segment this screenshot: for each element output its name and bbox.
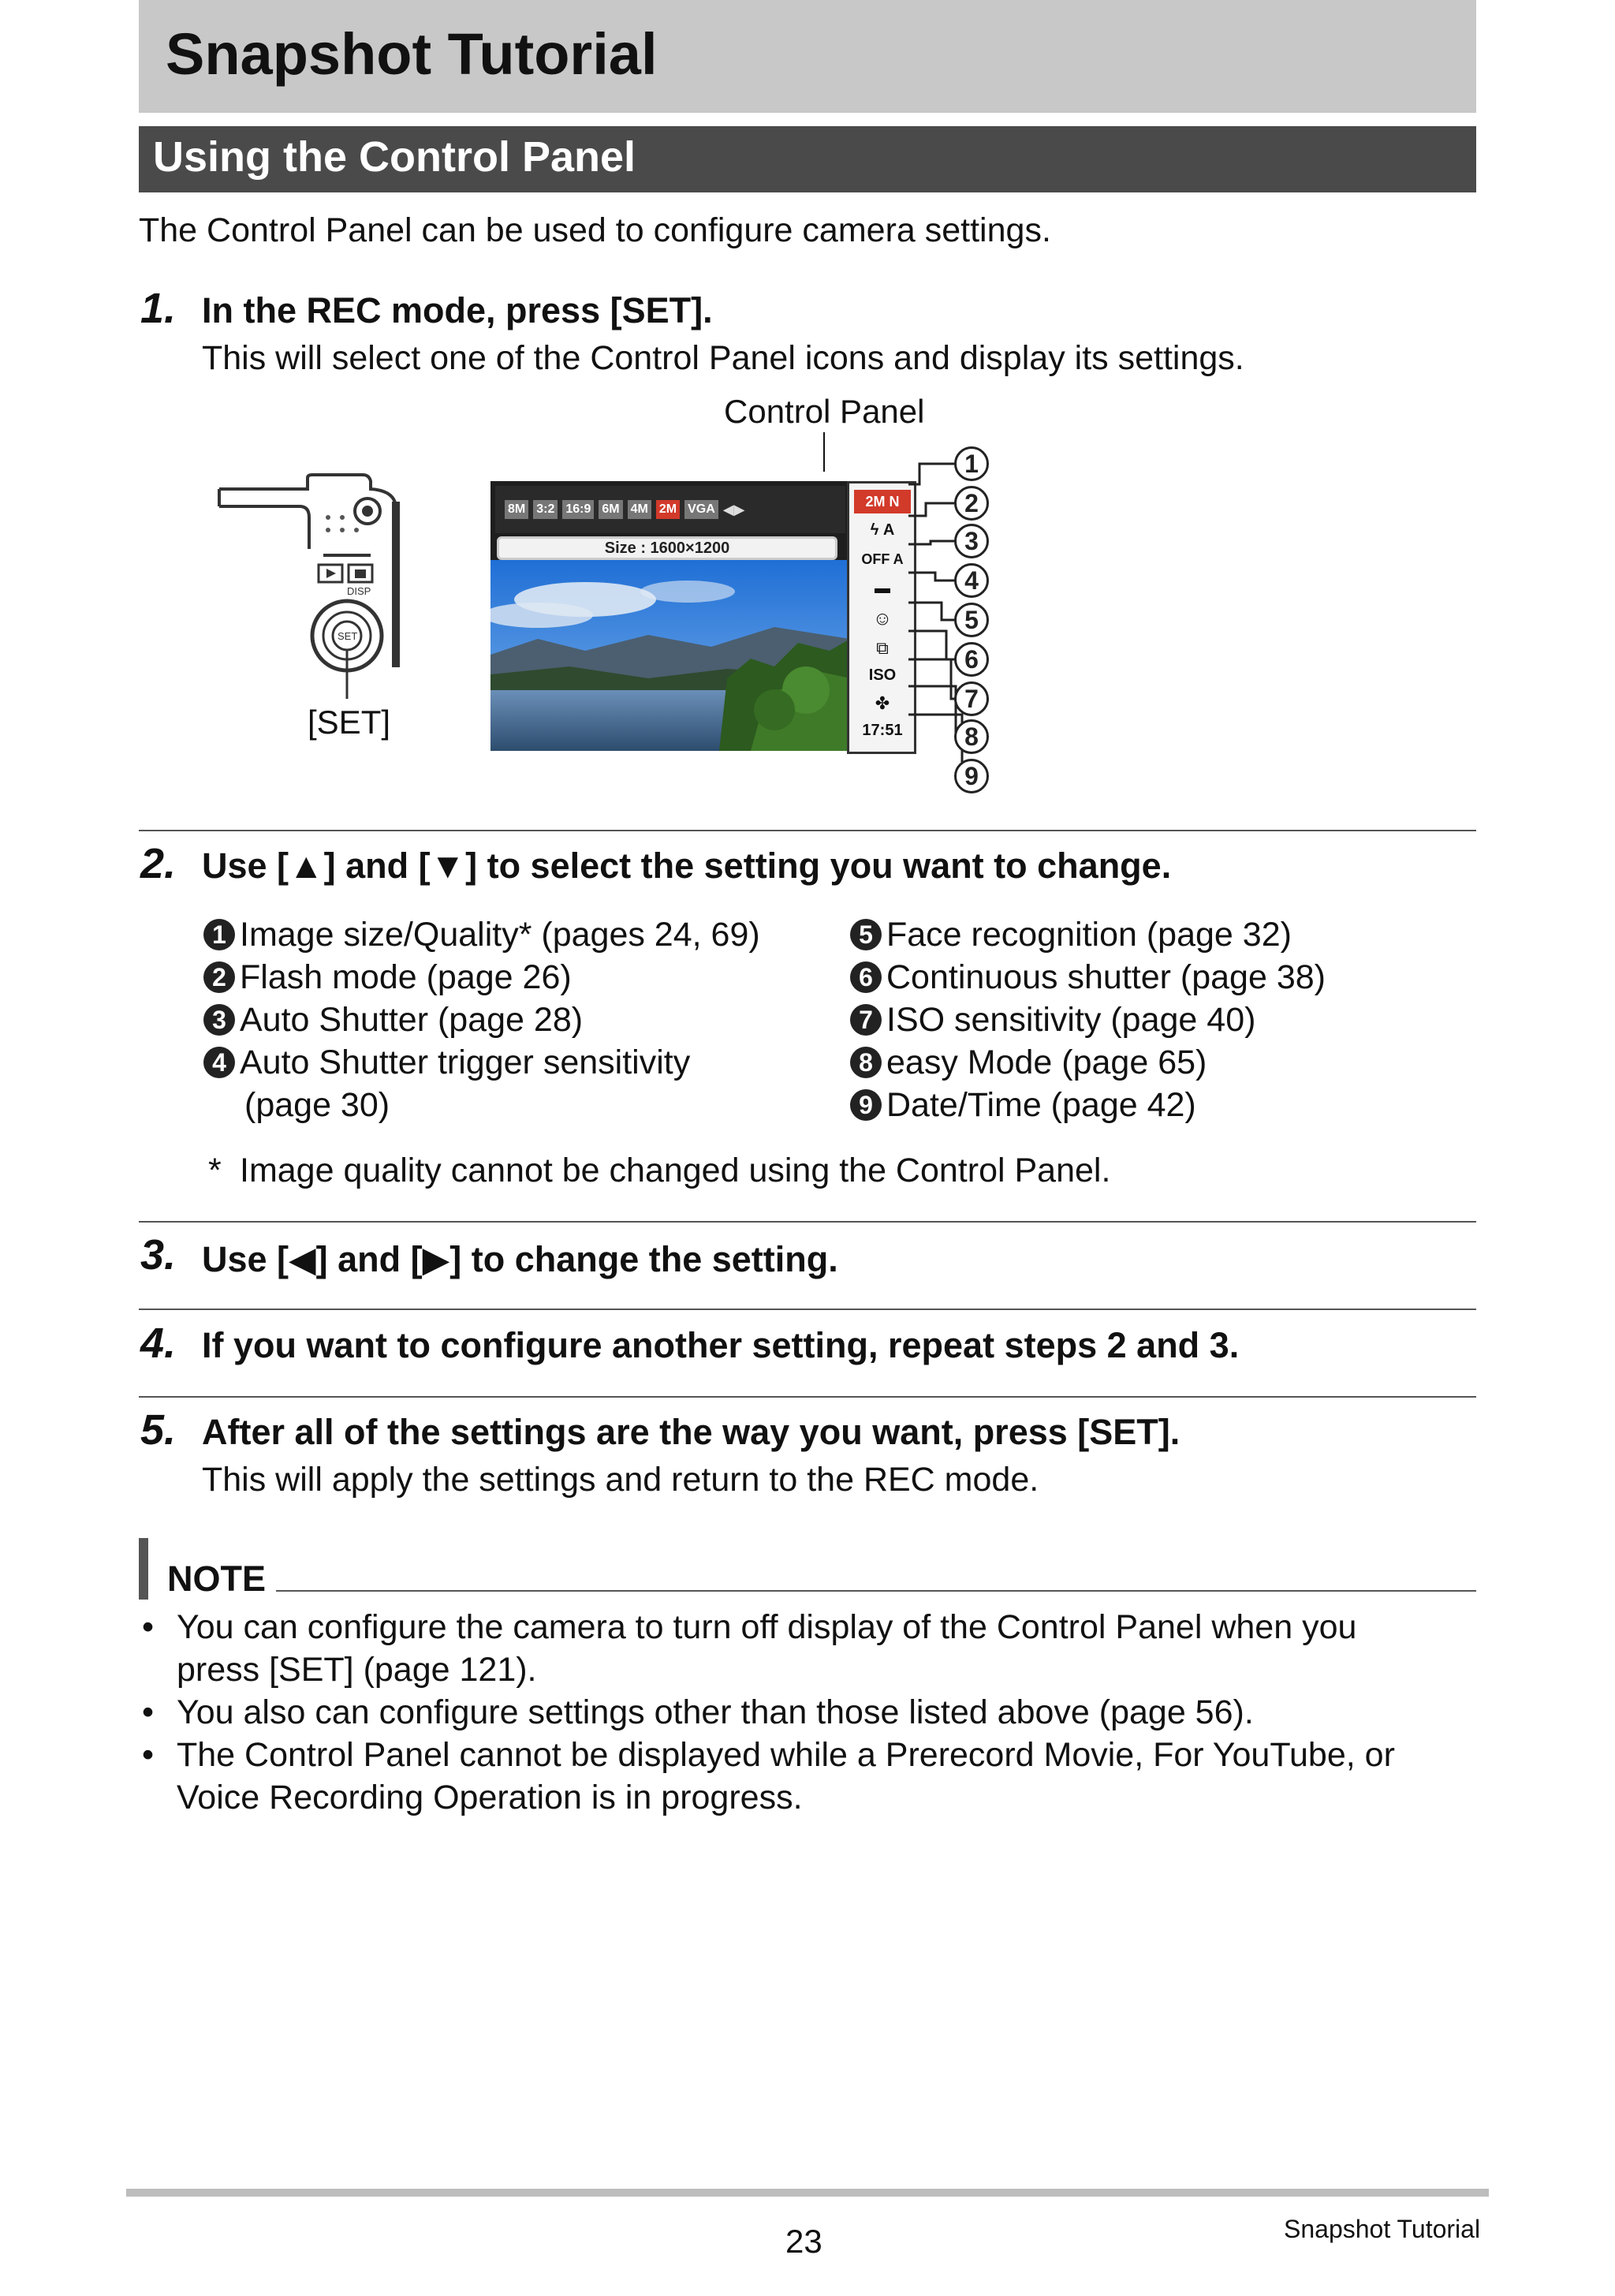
note-text: press [SET] (page 121). bbox=[177, 1651, 537, 1689]
set-button-caption: [SET] bbox=[308, 704, 391, 741]
list-item bbox=[203, 1041, 760, 1084]
number-badge: 2 bbox=[203, 961, 235, 993]
settings-list-right bbox=[850, 913, 1326, 1126]
note-text: You can configure the camera to turn off display of the Control Panel when you bbox=[177, 1608, 1357, 1646]
callout-7: 7 bbox=[954, 681, 989, 716]
list-item-text: Flash mode (page 26) bbox=[240, 958, 572, 996]
step-5-desc: This will apply the settings and return to the REC mode. bbox=[202, 1461, 1039, 1499]
bullet-icon: • bbox=[142, 1736, 155, 1774]
callout-9: 9 bbox=[954, 759, 989, 793]
note-text: Voice Recording Operation is in progress. bbox=[177, 1779, 803, 1816]
panel-icon-auto-shutter: OFF A bbox=[861, 551, 904, 567]
footer-section-label: Snapshot Tutorial bbox=[1284, 2215, 1481, 2243]
res-2m-selected: 2M bbox=[656, 500, 680, 519]
list-item-text: Continuous shutter (page 38) bbox=[886, 958, 1326, 996]
list-item-text: Date/Time (page 42) bbox=[886, 1085, 1196, 1124]
number-badge: 5 bbox=[850, 919, 882, 950]
panel-icon-easy-mode: ✤ bbox=[875, 693, 890, 713]
control-panel bbox=[847, 481, 916, 754]
list-item-text: ISO sensitivity (page 40) bbox=[886, 1000, 1256, 1039]
panel-icon-sensitivity: ▬ bbox=[875, 580, 890, 597]
step-3-number: 3. bbox=[140, 1231, 177, 1279]
number-badge: 6 bbox=[850, 961, 882, 993]
step-1-title: In the REC mode, press [SET]. bbox=[202, 290, 713, 330]
settings-list-left bbox=[203, 913, 760, 1126]
number-badge: 9 bbox=[850, 1089, 882, 1121]
set-button-label: SET bbox=[338, 630, 358, 642]
list-item bbox=[850, 1084, 1326, 1126]
list-item bbox=[850, 1041, 1326, 1084]
divider bbox=[139, 1221, 1476, 1223]
list-item bbox=[850, 956, 1326, 999]
list-item-text: Auto Shutter trigger sensitivity bbox=[240, 1043, 691, 1081]
divider bbox=[139, 1309, 1476, 1310]
step-3-title: Use [◀] and [▶] to change the setting. bbox=[202, 1239, 838, 1279]
panel-icon-iso: ISO bbox=[868, 666, 897, 684]
callout-1: 1 bbox=[954, 446, 989, 481]
number-badge: 7 bbox=[850, 1004, 882, 1036]
list-item bbox=[203, 956, 760, 999]
note-label: NOTE bbox=[167, 1559, 267, 1599]
step-2-title: Use [▲] and [▼] to select the setting you want to change. bbox=[202, 846, 1172, 886]
res-8m: 8M bbox=[505, 500, 528, 519]
res-3-2: 3:2 bbox=[533, 500, 558, 519]
panel-icon-flash: ϟ A bbox=[870, 521, 895, 539]
list-item bbox=[850, 999, 1326, 1041]
footnote-mark: * bbox=[208, 1152, 222, 1189]
step-1-desc: This will select one of the Control Panel icons and display its settings. bbox=[202, 339, 1244, 377]
panel-icon-continuous: ⧉ bbox=[876, 638, 889, 658]
res-6m: 6M bbox=[599, 500, 622, 519]
section-title: Using the Control Panel bbox=[153, 133, 636, 181]
callout-4: 4 bbox=[954, 563, 989, 598]
panel-icon-face-recognition: ☺ bbox=[872, 608, 893, 629]
panel-icon-image-size: 2M N bbox=[854, 490, 911, 513]
size-readout: Size : 1600×1200 bbox=[497, 536, 837, 560]
step-4-number: 4. bbox=[140, 1320, 177, 1367]
page-number: 23 bbox=[785, 2223, 822, 2260]
number-badge: 8 bbox=[850, 1047, 882, 1078]
footnote-text: Image quality cannot be changed using the Control Panel. bbox=[240, 1152, 1111, 1189]
list-item-text: Auto Shutter (page 28) bbox=[240, 1000, 584, 1039]
callout-2: 2 bbox=[954, 486, 989, 521]
list-item bbox=[203, 913, 760, 956]
page-title: Snapshot Tutorial bbox=[166, 21, 658, 87]
list-item bbox=[203, 999, 760, 1041]
callout-6: 6 bbox=[954, 642, 989, 677]
disp-label: DISP bbox=[347, 585, 371, 597]
res-16-9: 16:9 bbox=[562, 500, 594, 519]
bullet-icon: • bbox=[142, 1693, 155, 1731]
step-1-number: 1. bbox=[140, 285, 177, 332]
divider bbox=[139, 1396, 1476, 1398]
resolution-strip bbox=[495, 486, 845, 533]
panel-icon-date-time: 17:51 bbox=[862, 722, 903, 739]
arrows-icon: ◀▶ bbox=[722, 501, 745, 517]
list-item-continuation: (page 30) bbox=[244, 1085, 390, 1124]
caption-pointer bbox=[823, 432, 825, 472]
callout-3: 3 bbox=[954, 524, 989, 558]
res-vga: VGA bbox=[684, 500, 718, 519]
camera-screen bbox=[490, 481, 850, 751]
list-item-text: easy Mode (page 65) bbox=[886, 1043, 1207, 1081]
note-text: You also can configure settings other than those listed above (page 56). bbox=[177, 1693, 1254, 1731]
step-5-number: 5. bbox=[140, 1406, 177, 1454]
list-item bbox=[850, 913, 1326, 956]
bullet-icon: • bbox=[142, 1608, 155, 1646]
note-bar bbox=[139, 1538, 148, 1600]
step-4-title: If you want to configure another setting, repeat steps 2 and 3. bbox=[202, 1325, 1240, 1365]
divider bbox=[139, 830, 1476, 831]
intro-text: The Control Panel can be used to configure camera settings. bbox=[139, 211, 1051, 249]
list-item-text: Image size/Quality* (pages 24, 69) bbox=[240, 915, 760, 954]
number-badge: 1 bbox=[203, 919, 235, 950]
list-item-text: Face recognition (page 32) bbox=[886, 915, 1292, 954]
camera-back-illustration bbox=[213, 470, 410, 699]
number-badge: 4 bbox=[203, 1047, 235, 1078]
step-5-title: After all of the settings are the way you want, press [SET]. bbox=[202, 1412, 1180, 1452]
number-badge: 3 bbox=[203, 1004, 235, 1036]
callout-8: 8 bbox=[954, 719, 989, 754]
res-4m: 4M bbox=[628, 500, 651, 519]
figure-caption: Control Panel bbox=[724, 393, 925, 430]
note-rule bbox=[276, 1590, 1476, 1592]
footer-rule bbox=[126, 2189, 1489, 2197]
callout-5: 5 bbox=[954, 603, 989, 637]
note-text: The Control Panel cannot be displayed while a Prerecord Movie, For YouTube, or bbox=[177, 1736, 1395, 1774]
step-2-number: 2. bbox=[140, 840, 177, 887]
